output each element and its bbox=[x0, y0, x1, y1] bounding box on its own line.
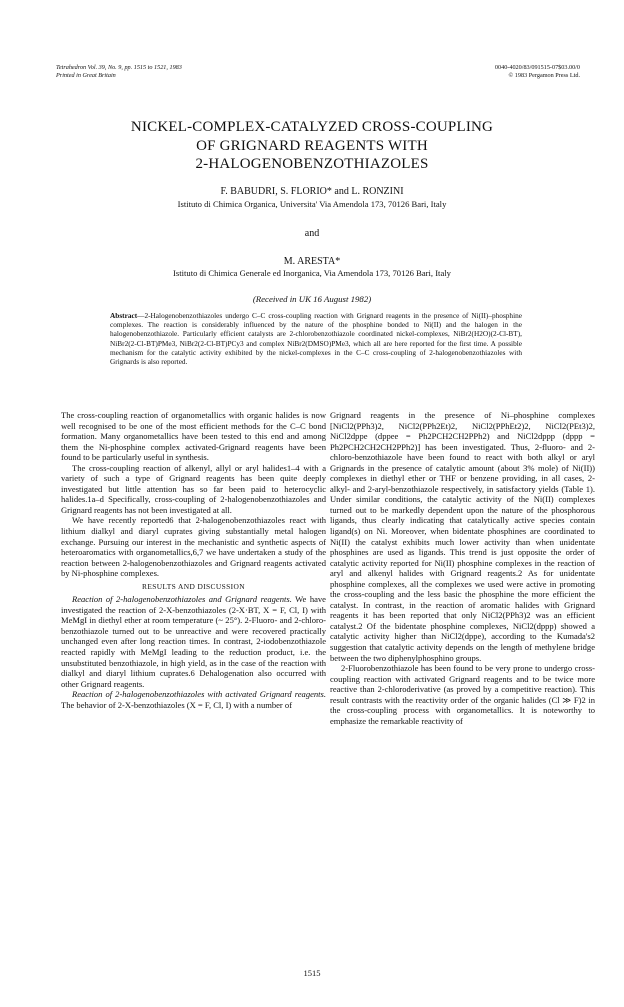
author-list-2: M. ARESTA* bbox=[283, 256, 341, 267]
paragraph: The cross-coupling reaction of alkenyl, allyl or aryl halides1–4 with a variety of such a type of Grignard reagents has been quite deeply investigated but little attention has so far been paid to heterocyclic halides.1a–d Specifically, cross-coupling of 2-halogenobenzothiazoles and Grignard reagents has not been investigated at all. bbox=[61, 462, 326, 515]
journal-code: 0040-4020/83/091515-07$03.00/0 bbox=[494, 64, 580, 71]
title-line-3: 2-HALOGENOBENZOTHIAZOLES bbox=[195, 156, 429, 172]
paragraph: The cross-coupling reaction of organometallics with organic halides is now well recognised to be one of the most efficient methods for the C–C bond formation. Many organometallics have been tested to this end and among them the Ni-phosphine complex activated-Grignard reagents have been found to be particularly useful in synthesis. bbox=[61, 410, 326, 463]
author-list-1: F. BABUDRI, S. FLORIO* and L. RONZINI bbox=[220, 186, 404, 197]
affiliation-1: Istituto di Chimica Organica, Universita' Via Amendola 173, 70126 Bari, Italy bbox=[177, 199, 447, 209]
paragraph bbox=[61, 594, 326, 689]
journal-citation-line1: Tetrahedron Vol. 39, No. 9, pp. 1515 to 1521, 1983 bbox=[56, 64, 182, 71]
title-line-2: OF GRIGNARD REAGENTS WITH bbox=[196, 137, 428, 154]
paragraph-lead: Reaction of 2-halogenobenzothiazoles and Grignard reagents. bbox=[72, 594, 292, 605]
paragraph-lead: Reaction of 2-halogenobenzothiazoles with activated Grignard reagents. bbox=[72, 689, 326, 700]
section-heading: RESULTS AND DISCUSSION bbox=[142, 581, 245, 591]
paragraph: 2-Fluorobenzothiazole has been found to be very prone to undergo cross-coupling reaction with activated Grignard reagents and to be twice more reactive than 2-chloroderivative (as proved by a competitive reaction). This result contrasts with the reactivity order of the organic halides (Cl ≫ F)2 in the cross-coupling process with organometallics. It is noteworthy to emphasize the remarkable reactivity of bbox=[330, 663, 595, 726]
paragraph: Grignard reagents in the presence of Ni–phosphine complexes [NiCl2(PPh3)2, NiCl2(PPh2Et)2, NiCl2(PPhEt2)2, NiCl2(PEt3)2, NiCl2dppe (dppee = Ph2PCH2CH2PPh2) and NiCl2dppp (dppp = Ph2PCH2CH2CH2PPh2)] has been investigated. Thus, 2-fluoro- and 2-chloro-benzothiazole have been found to react with both alkyl or aryl Grignards in the presence of catalytic amount (about 3% mole) of Ni(II)) complexes in diethyl ether or THF or benzene providing, in all cases, 2-alkyl- and 2-aryl-benzothiazole respectively, in satisfactory yields (Table 1). Under similar conditions, the catalytic activity of the Ni(II) complexes turned out to be markedly dependent upon the nature of the phosphorous ligands, thus clearly indicating that catalytically active species contain ligand(s) on Ni. Moreover, when bidentate phosphines are coordinated to Ni(II) the catalyst exhibits much lower activity than when unidentate phosphines are used as ligands. This trend is just opposite the order of catalytic activity reported for Ni(II) phosphine complexes in the reaction of aryl and alkenyl halides with Grignard reagents.2 As for unidentate phosphine complexes, all the complexes we used were active in promoting the cross-coupling and the less basic the phosphine the more efficient the catalyst. In contrast, in the reaction of aromatic halides with Grignard reagents it has been reported that only NiCl2(PPh3)2 was an efficient catalyst.2 Of the bidentate phosphine complexes, NiCl2(dppp) showed a catalytic activity higher than NiCl2(dppe), according to the Kumada's2 suggestion that catalytic activity depends on the length of methylene bridge between the two diphenylphosphino groups. bbox=[330, 410, 595, 663]
abstract-label: Abstract bbox=[110, 311, 138, 320]
journal-copyright bbox=[410, 64, 580, 80]
abstract bbox=[110, 311, 522, 366]
paragraph-body: The behavior of 2-X-benzothiazoles (X = F, Cl, I) with a number of bbox=[61, 699, 293, 710]
and-separator: and bbox=[304, 228, 320, 239]
journal-citation bbox=[56, 64, 316, 80]
abstract-text: —2-Halogenobenzothiazoles undergo C–C cross-coupling reaction with Grignard reagents in the presence of Ni(II)–phosphine complexes. The reaction is considerably influenced by the nature of the phosphine bonded to Ni(II) and the halogen in the halogenobenzothiazole. Particularly efficient catalysts are 2-chlorobenzothiazole coordinated nickel-complexes, NiBr2(H2O)(2-Cl-BT), NiBr2(2-Cl-BT)PMe3, NiBr2(2-Cl-BT)PCy3 and complex NiBr2(DMSO)PMe3, which all are here reported for the first time. A possible mechanism for the catalytic activity exhibited by the nickel-complexes in the C–C cross-coupling of 2-halogenobenzothiazoles with Grignards is also reported. bbox=[110, 311, 522, 367]
article-title bbox=[80, 118, 544, 174]
affiliation-2: Istituto di Chimica Generale ed Inorganica, Via Amendola 173, 70126 Bari, Italy bbox=[173, 268, 451, 278]
title-line-1: NICKEL-COMPLEX-CATALYZED CROSS-COUPLING bbox=[130, 119, 494, 135]
received-date: (Received in UK 16 August 1982) bbox=[252, 294, 372, 304]
paragraph bbox=[61, 689, 326, 710]
paragraph: We have recently reported6 that 2-halogenobenzothiazoles react with lithium dialkyl and diaryl cuprates giving substantially metal halogen exchange. Pursuing our interest in the mechanistic and synthetic aspects of heteroaromatics with organometallics,6,7 we have undertaken a study of the reaction between 2-halogenobenzothiazoles and Grignard reagents activated by Ni-phosphine complexes. bbox=[61, 515, 326, 579]
right-column bbox=[330, 410, 595, 726]
journal-printed-line: Printed in Great Britain bbox=[56, 72, 116, 79]
left-column bbox=[61, 410, 326, 710]
page-number: 1515 bbox=[303, 968, 321, 978]
paragraph-body: We have investigated the reaction of 2-X-benzothiazoles (2-X·BT, X = F, Cl, I) with MeMgI in diethyl ether at room temperature (~ 25°). 2-Fluoro- and 2-chloro-benzothiazole turned out to be unreactive and were recovered practically unchanged even after long reaction times. In contrast, 2-iodobenzothiazole reacted rapidly with MeMgI leading to the reduction product, i.e. the unsubstituted benzothiazole, in high yield, as in the case of the reaction with dialkyl and diaryl lithium cuprates.6 Dehalogenation also occurred with other Grignard reagents. bbox=[61, 594, 326, 689]
copyright-line: © 1983 Pergamon Press Ltd. bbox=[508, 72, 580, 79]
